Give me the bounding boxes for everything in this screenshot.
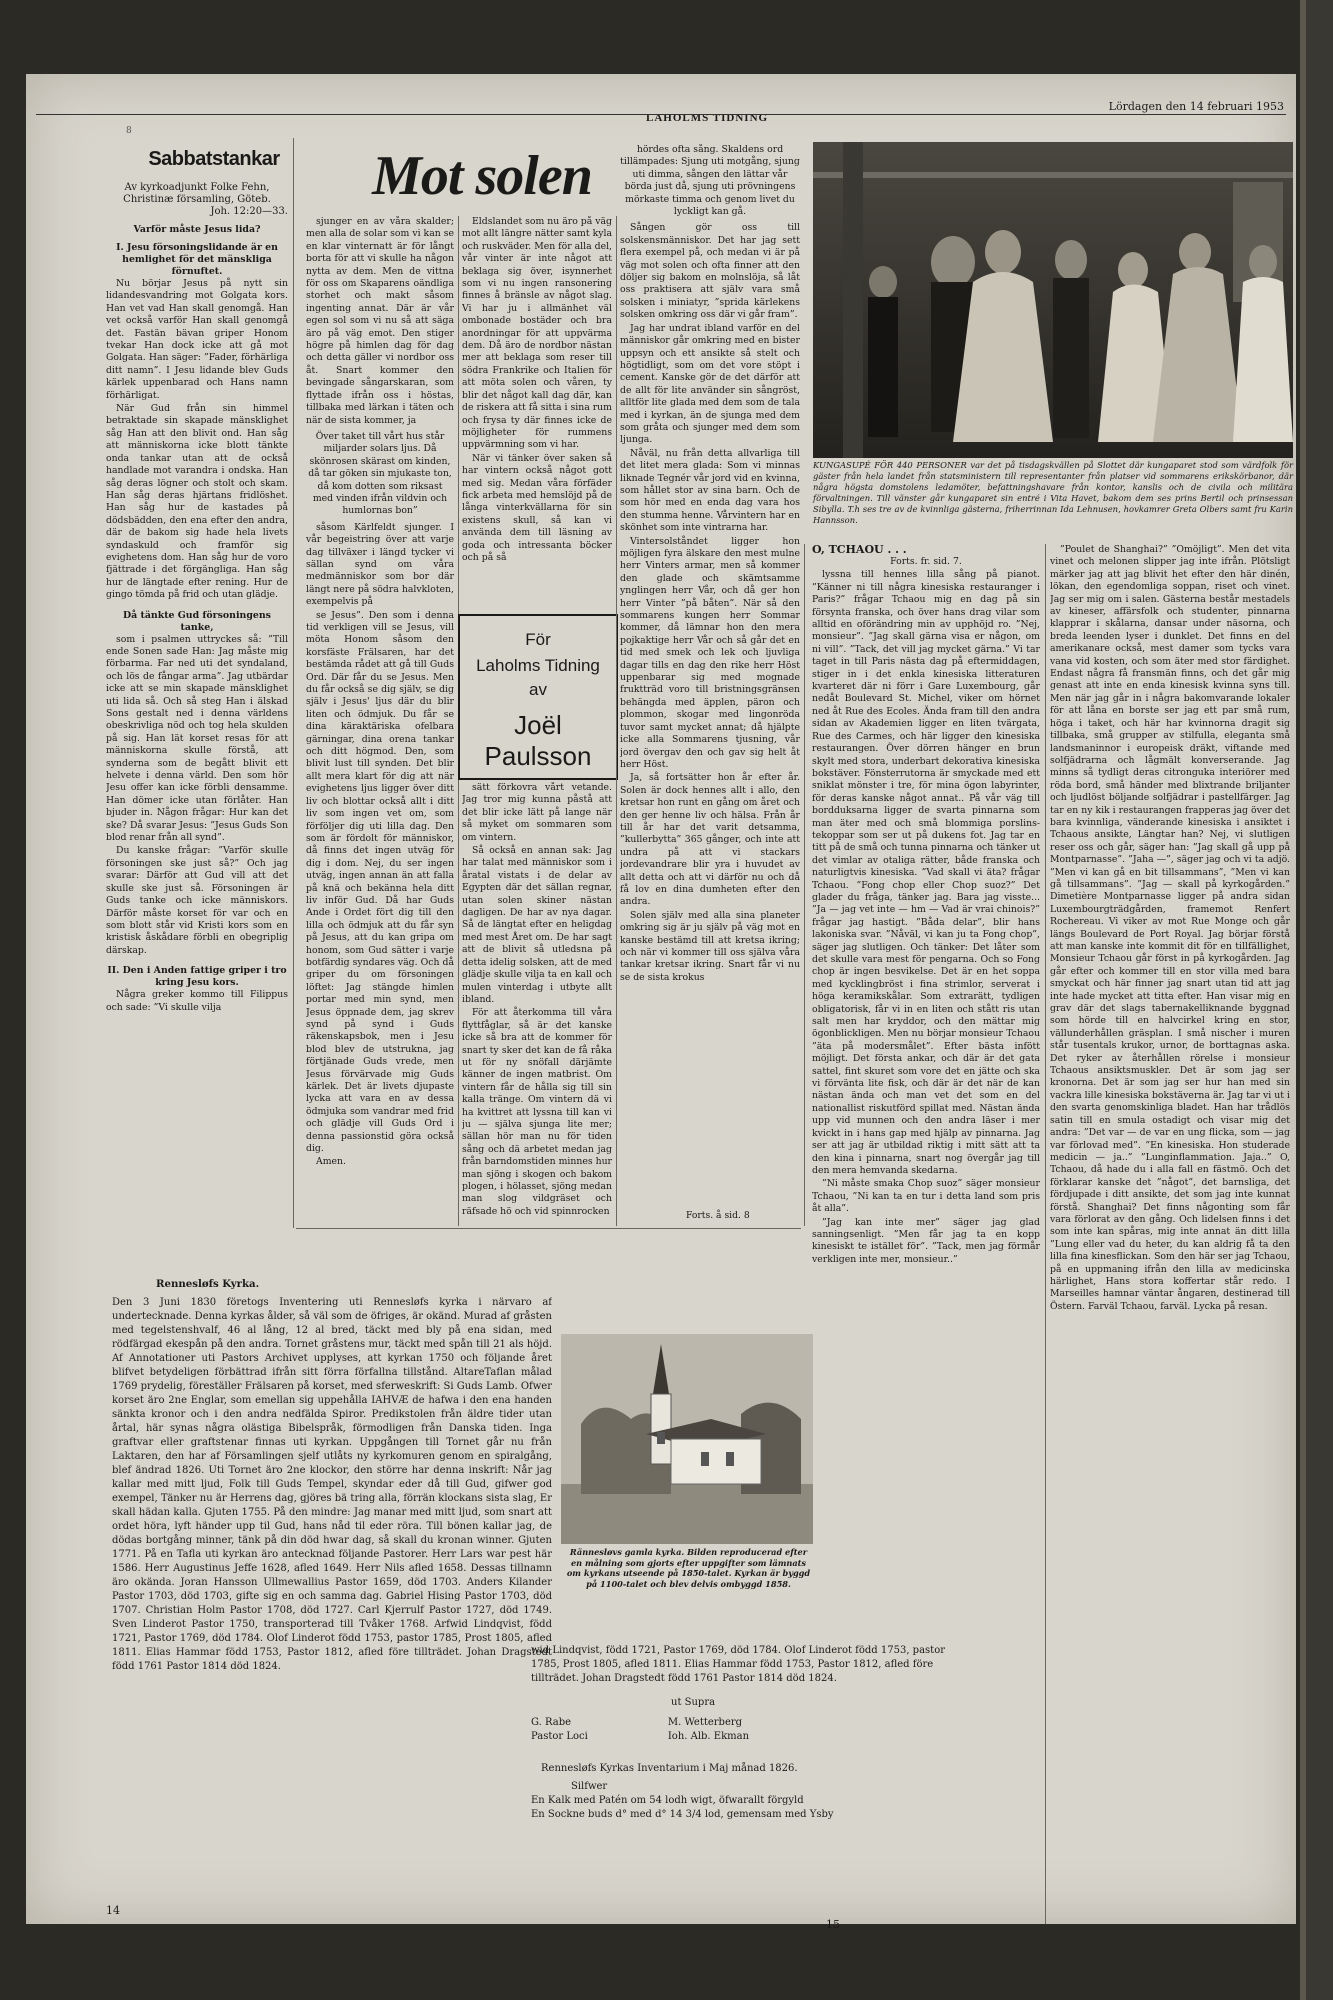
mot-solen-column-2b xyxy=(462,782,612,1226)
promo-line-3: av xyxy=(529,680,547,699)
header-rule xyxy=(36,114,1286,115)
story-paragraph: ”Jag kan inte mer” säger jag glad sanningsenligt. ”Men får jag ta en kopp kinesiskt te istället för”. ”Tack, men jag förmår verkligen inte mer, monsieur..” xyxy=(812,1216,1040,1265)
story-paragraph: ”Ni måste smaka Chop suoz” säger monsieur Tchaou, ”Ni kan ta en tur i detta land som pris åt alla”. xyxy=(812,1178,1040,1215)
tchaou-column-2 xyxy=(1050,544,1290,1924)
story-paragraph: ”Poulet de Shanghai?” ”Omöjligt”. Men det vita vinet och melonen slipper jag inte ifrån. Plötsligt märker jag att jag blivit het efter den här dinén, lökan, den egendomliga soppan, riset och vinet. Jag ser mig om i salen. Gästerna består mestadels av kineser, affärsfolk och studenter, pinnarna klapprar i skålarna, dansar under näsorna, och breda leenden lyser i dunklet. Det finns en del amerikanare också, mest damer som tycks vara vana vid kosten, och som äter med stor färdighet. Endast några få fransmän finns, och det går mig genast att inte en enda kinesisk kvinna syns till. Men när jag går in i några bakomvarande lokaler för att låna en borste ser jag ett par små rum, höga i taket, och här har kvinnorna dragit sig tillbaka, små grupper av stilfulla, eleganta små landsmaninnor i europeisk dräkt, viftande med solfjädrarna och lågmält konverserande. Jag minns så tydligt deras citronguka interiörer med röda bord, små händer med blixtrande briljanter och ljudlöst böljande solfjädrar i pastellfärger. Jag tar en ny kik i restaurangen frapperas jag över det bara kvinnliga, vänderande kinesiska i ansiktet i Tchaous ansikte, Längtar han? Nej, vi slutligen reser oss och går, säger han: ”Jag skall gå upp på Montparnasse”. ”Jaha —”, säger jag och vi ta adjö. ”Men vi kan gå en bit tillsammans”, ”Men vi kan gå tillsammans”. ”Jag — skall på kyrkogården.” Dimetière Montparnasse ligger på andra sidan Luxembourgträdgården, framemot Renfert Rochereau. Vi viker av mot Rue Monge och går längs Boulevard de Port Royal. Jag börjar förstå att man kanske inte kommit dit för en tillfällighet, Monsieur Tchaou går först in på kyrkogården. Jag går efter och kommer till en stor villa med bara smyckat och här finner jag snart utan tid att jag inte hade mycket att titta efter. Han visar mig en grav där det slags tabernakelliknande byggnad som hörde till en halvcirkel kring en stor, vällunderhållen gräsplan. I små nischer i muren står tusentals krukor, urnor, de borttagnas aska. Det ryker av återhållen rörelse i monsieur Tchaous ansiktsmuskler. Det är som jag ser kronorna. Det är som jag ser hur han med sin vackra lille kinesiska bokstäverna är. Jag tar vi ut i den svarta genomskinliga bladet. Han har trådlös satin till en smula ostadigt och visar mig det andra: ”Det var — de var en ung flicka, som — jag var förlovad med”. ”En kinesiska. Hon studerade medicin — ja..” ”Lunginflammation. Jaja..” O, Tchaou, då hade du i alla fall en fästmö. Och det förklarar kanske det ”något”, det barnsliga, det fördjupade i ditt ansikte, det som jag inte kunnat förstå. Shanghai? Det finns någonting som får vara förlorat av den gång. Och lidelsen finns i det som inte kan spåras, mig inte annat än ditt lilla ”Lung eller vad du heter, du kan aldrig få ta den lilla fina kinesflickan. Som den här ser jag Tchaou, på en uppmaning ifrån den lilla av medicinska härlighet, Hans stora koffertar står redo. I Marseilles hamnar väntar ångaren, destinerad till Östern. Farväl Tchaou, farväl. Lycka på resan. xyxy=(1050,544,1290,1312)
signature-2-role: Ioh. Alb. Ekman xyxy=(667,1731,750,1742)
sabbat-heading-1: I. Jesu försoningslidande är en hemlighet för det mänskliga förnuftet. xyxy=(116,242,278,277)
column-rule xyxy=(293,138,294,1228)
promo-author: Joël Paulsson xyxy=(484,710,592,771)
page-number-right: 15 xyxy=(826,1918,840,1931)
sabbat-paragraph: Nu börjar Jesus på nytt sin lidandesvandring mot Golgata kors. Han vet vad Han skall genomgå. Han vet också varför Han skall genomgå det. Fastän bävan griper Honom tvekar Han dock icke att gå mot Golgata. Han säger: ”Fader, förhärliga ditt namn”. I Jesu lidande blev Guds kärlek uppenbarad och Hans namn förhärligat. xyxy=(106,278,288,401)
article-paragraph: Jag har undrat ibland varför en del människor går omkring med en bister uppsyn och ett ansikte så stelt och högtidligt, som om det vore stöpt i cement. Kanske gör de det därför att de allt för lite använder sin sångröst, alltför lite glada med dem som de tala med i kyrkan, än de sjunga med dem som gråta och sjunger med dem som ljunga. xyxy=(620,322,800,446)
sabbat-paragraph: som i psalmen uttryckes så: ”Till ende Sonen sade Han: Jag måste mig förbarma. Far ned uti det syndaland, och lös de fångar arma”. Jag utbärdar icke att se min skapade mänsklighet uti lida så. Och så steg Han i älskad Sons gestalt ned i denna världens obeskrivliga nöd och tog hela skulden på sig. Han lät korset resas för att människorna skulle förstå, att synderna som de begått blivit ett helvete i denna värld. Den som hör Jesu offer kan icke förbli densamme. Han dömer icke utan förlåter. Han bjuder in. Någon frågar: Hur kan det ske? Då svarar Jesus: ”Jesus Guds Son blod renar från all synd”. xyxy=(106,633,288,844)
dateline: Lördagen den 14 februari 1953 xyxy=(1108,100,1284,113)
page-number-left: 14 xyxy=(106,1904,120,1917)
sabbat-title: Sabbatstankar xyxy=(148,148,280,170)
mot-solen-column-2a xyxy=(462,216,612,611)
article-paragraph: Så också en annan sak: Jag har talat med människor som i åratal vistats i de delar av Egypten där det sällan regnar, utan solen skiner nästan dagligen. De har av nya dagar. Så de längtat efter en heligdag med mest Året om. De har sagt att de blivit så utledsna på detta idelig solsken, att de med glädje skulle vilja ta en kall och mulen vinterdag i utbyte allt ibland. xyxy=(462,845,612,1005)
sabbat-ref: Joh. 12:20—33. xyxy=(210,206,288,217)
church-ut-supra: ut Supra xyxy=(671,1697,716,1708)
signature-1: G. Rabe xyxy=(531,1717,572,1728)
bleed-through-text: ⠀ xyxy=(419,1184,426,1194)
article-paragraph: sätt förkovra vårt vetande. Jag tror mig kunna påstå att det blir icke lätt på lange när så myket om sommaren som om vintern. xyxy=(462,782,612,843)
article-paragraph: När vi tänker över saken så har vintern också något gott med sig. Medan våra förfäder fick arbeta med hemslöjd på de långa vinterkvällarna för sin existens skull, så kan vi använda dem till läsning av goda och intressanta böcker och på så xyxy=(462,452,612,563)
state-dinner-photo xyxy=(813,142,1293,458)
article-paragraph: Solen själv med alla sina planeter omkring sig är ju själv på väg mot en kanske bestämd till att kretsa ikring; och när vi kommer till oss själva våra tankar kretsar ikring. Snart får vi nu se de sista krokus xyxy=(620,909,800,983)
article-paragraph: sjunger en av våra skalder; men alla de solar som vi kan se en klar vinternatt är för långt borta för att vi skulle ha någon nytta av dem. Men de vittna för oss om Skaparens oändliga storhet och makt såsom ingenting annat. Där är vår egen sol som vi nu så att säga äro på väg emot. Den stiger högre på himlen dag för dag och detta gäller vi nordbor oss åt. Snart kommer den bevingade sångarskaran, som flyttade ifrån oss i höstas, tillbaka med lärkan i täten och när de sista kommer, ja xyxy=(306,216,454,426)
binding-edge xyxy=(1300,0,1306,2000)
mot-solen-title: Mot solen xyxy=(372,145,592,207)
amen: Amen. xyxy=(316,1156,346,1168)
sabbat-paragraph: Några greker kommo till Filippus och sade: ”Vi skulle vilja xyxy=(106,989,288,1013)
church-drawing xyxy=(561,1334,813,1544)
church-title: Rennesløfs Kyrka. xyxy=(156,1278,260,1290)
signature-2: M. Wetterberg xyxy=(667,1717,743,1728)
church-paragraph: wid Lindqvist, född 1721, Pastor 1769, död 1784. Olof Linderot född 1753, pastor 1785, Prost 1805, afled 1811. Elias Hammar född 1753, Pastor 1812, afled före tillträdet. Johan Dragstedt född 1761 Pastor 1814 död 1824. xyxy=(531,1645,945,1684)
promo-line-1: För xyxy=(525,630,551,649)
article-paragraph: Vintersolståndet ligger hon möjligen fyra älskare den mest mulne herr Vinters armar, men så kommer den glade och skämtsamme ynglingen herr Vår, och då ger hon herr Vinter ”på båten”. När så den sommarens kungen herr Sommar kommer, då lämnar hon den mera pojkaktige herr Vår och så går det en tid med smek och lek och ljuvliga dagar tills en dag den rike herr Höst uppenbarar sig med mognade fruktträd voro till bristningsgränsen behängda med äpplen, päron och plommon, skogar med lingonröda tuvor samt mycket annat; då hjälpte icke alla Sommarens tjusning, vår jord övergav den och gav sig helt åt herr Höst. xyxy=(620,535,800,770)
article-paragraph: såsom Kärlfeldt sjunger. I vår begeistring över att varje dag tillväxer i längd tycker vi sällan synd om våra medmänniskor som bor där längt nere på södra halvkloten, exempelvis på xyxy=(306,521,454,608)
sabbat-paragraph: När Gud från sin himmel betraktade sin skapade mänsklighet såg Han att den blivit ond. Han såg att människorna icke blott tänkte onda tankar utan att de också handlade mot varandra i ondska. Han såg deras lögner och stolt och skam. Han såg deras hjärtans fridlöshet. Han såg hur de kastades på dödsbädden, den ena efter den andra, där de bakom sig hade hela livets syndaskuld och framför sig evighetens dom. Han såg hur de voro fjättrade i det förgängliga. Han såg hur de längtade efter rening. Hur de gingo tömda på frid och utan glädje. xyxy=(106,403,288,601)
article-paragraph: Sången gör oss till solskensmänniskor. Det har jag sett flera exempel på, och medan vi är på väg mot solen och ofta finner att den döljer sig bakom en molnslöja, så låt oss praktisera att själv vara små solsken i miniatyr, ”sprida kärlekens solsken omkring oss där vi går fram”. xyxy=(620,222,800,321)
article-paragraph: Eldslandet som nu äro på väg mot allt längre nätter samt kyla och ruskväder. Men för alla del, vår vinter är inte något att beklaga sig över, isynnerhet som vi nu ingen ransonering finnes å bränsle av något slag. Vi har ju i allmänhet väl ombonade bostäder och bra anordningar för att uppvärma dem. Då äro de nordbor nästan mer att beklaga som reser till södra Frankrike och Italien för att möta solen och våren, ty blir det något kall dag där, kan de riskera att få sitta i sina rum och frysa ty där finnes icke de möjligheter för rummens uppvärmning som vi har. xyxy=(462,216,612,451)
column-rule xyxy=(804,544,805,1226)
sabbat-heading-3: II. Den i Anden fattige griper i tro kring Jesu kors. xyxy=(107,965,287,989)
article-paragraph: För att återkomma till våra flyttfåglar, så är det kanske icke så bra att de kommer för snart ty sker det kan de få råka ut för ny snöfall därjämte känner de ingen matbrist. Om vintern får de hålla sig till sin kalla tränge. Om vintern dä vi ha kvittret att lyssna till kan vi ju — själva sjunga lite mer; sällan hör man nu för tiden sång och dä arbetet medan jag från barndomstiden minnes hur man sjöng i skogen och bakom plogen, i hölasset, sjöng medan man slog vildgräset och räfsade hö och vid spinnrocken xyxy=(462,1007,612,1217)
mot-solen-column-1 xyxy=(306,216,454,1226)
inventory-title: Rennesløfs Kyrkas Inventarium i Maj månad 1826. xyxy=(541,1763,798,1774)
church-photo xyxy=(561,1334,813,1544)
photo-scene xyxy=(813,142,1293,458)
inventory-item: En Sockne buds d° med d° 14 3/4 lod, gemensam med Ysby xyxy=(531,1809,834,1820)
poem: hördes ofta sång. Skaldens ord tillämpades: Sjung uti motgång, sjung uti dimma, sången den lättar vår börda just då, sjung uti prövningens mörkaste timma och genom livet du lyckligt kan gå. xyxy=(620,144,800,218)
newspaper-page xyxy=(26,74,1296,1931)
church-paragraph: Den 3 Juni 1830 företogs Inventering uti Rennesløfs kyrka i närvaro af undertecknade. Denna kyrkas ålder, så väl som de öfriges, är okänd. Murad af gråsten med tegelstenshvalf, 46 al lång, 12 al bred, täckt med bly på ena sidan, med rödfärgad ekespån på den andra. Tornet gråstens mur, täckt med spån till 21 als höjd. Af Annotationer uti Pastors Archivet upplyses, att kyrkan 1750 och följande året blifvet betydeligen förbättrad ifrån sitt förra förfallna tillstånd. AltareTaflan målad 1769 prydelig, föreställer Frälsaren på korset, med sferweskrift: Si Guds Lamb. Ofwer korset äro 2ne Englar, som emellan sig uppehålla IAHVÆ de hafwa i den ena handen sänkta kronor och i den andra nedfälda Spiror. Predikstolen från äldre tider utan årtal, här synas några olästiga Bibelspråk, förmodligen från Danska tiden. Inga graftvar eller graftstenar finnas uti kyrkan. Uppgången till Tornet går nu från Laktaren, den har af Församlingen sjelf utlåts ny kyrkomuren genom en spiralgång, blef ändrad 1826. Uti Tornet äro 2ne klockor, den större har denna inskrift: Når jag kallar med mitt ljud, Folk till Guds Tempel, skyndar eder då till Gud, gifwer god exempel, Tänker nu är Herrens dag, gjöres bä tring alla, förrän klockans sista slag, Er skall hädan kalla. Gjuten 1755. På den mindre: Jag manar med mitt ljud, som snart att ordet höra, lyft händer upp til Gud, hans nåd til eder röra. Till bönen kallar jag, de dödas bortgång minner, tänk på din död hwar dag, så skall du kronan winner. Gjuten 1771. På en Tafla uti kyrkan äro antecknad följande Pastorer. Herr Lars war pest här 1586. Herr Augustinus Jeffe 1628, afled 1649. Herr Nils afled 1658. Dessas tillnamn äro okända. Joran Hansson Ullmewallius Pastor 1659, död 1703. Anders Kilander Pastor 1703, död 1703, gifte sig en och samma dag. Gabriel Hising Pastor 1703, död 1707. Christian Holm Pastor 1708, död 1727. Carl Kjerrulf Pastor 1727, död 1749. Sven Linderot Pastor 1750, transporterad till Tvåker 1768. Arfwid Lindqvist, född 1721, Pastor 1769, död 1784. Olof Linderot född 1753, pastor 1785, Prost 1805, afled 1811. Elias Hammar född 1753, Pastor 1812, afled före tillträdet. Johan Dragstedt född 1761 Pastor 1814 död 1824. xyxy=(112,1297,552,1672)
section-rule xyxy=(296,1228,801,1229)
article-paragraph: Ja, så fortsätter hon år efter år. Solen är dock hennes allt i allo, den kretsar hon runt en gång om året och den ger henne liv och hälsa. Från år till år har det varit detsamma, ”kullerbytta” 365 gånger, och inte att undra på att vi stackars jordevandrare blir yra i huvudet av allt detta och att vi därför nu och då få lov en dina dumheten efter den andra. xyxy=(620,772,800,908)
tchaou-title: O, TCHAOU . . . xyxy=(812,544,907,556)
column-rule xyxy=(1045,544,1046,1924)
promo-line-2: Laholms Tidning xyxy=(476,656,600,675)
sabbat-byline: Av kyrkoadjunkt Folke Fehn, Christinæ församling, Göteb. xyxy=(123,182,271,205)
article-paragraph: Nåväl, nu från detta allvarliga till det litet mera glada: Som vi minnas liknade Tegnér vår jord vid en kvinna, som hållet stor av sina barn. Och de som hör med en enda dag vara hos den stumma henne. Vårvintern har en skönhet som inte vintrarna har. xyxy=(620,447,800,534)
author-promo-box xyxy=(458,614,618,780)
sabbat-heading-2: Då tänkte Gud försoningens tanke, xyxy=(123,609,271,633)
church-photo-caption: Rännesløvs gamla kyrka. Bilden reproducerad efter en målning som gjorts efter uppgifter som lämnats om kyrkans utseende på 1850-talet. Kyrkan är byggd på 1100-talet och blev delvis ombyggd 1858. xyxy=(566,1547,811,1589)
inventory-item: En Kalk med Patén om 54 lodh wigt, öfwarallt förgyld xyxy=(531,1795,804,1806)
sabbat-paragraph: Du kanske frågar: ”Varför skulle försoningen ske just så?” Och jag svarar: Därför att Gud vill att det skulle ske just så. Försoningen är Guds tanke och icke människors. Därför måste korset för var och en som blott står vid Kristi kors som en kristisk åskådare förbli en obegriplig därskap. xyxy=(106,845,288,956)
poem: Över taket till vårt hus står miljarder solars ljus. Då skönrosen skärast om kinden, då tar göken sin mjukaste ton, då kom dotten som riksast med vinden ifrån vildvin och humlornas bon” xyxy=(308,430,452,517)
tchaou-forts: Forts. fr. sid. 7. xyxy=(890,556,962,567)
inventory-silver: Silfwer xyxy=(571,1781,608,1792)
sabbat-column xyxy=(106,182,288,1222)
photo-caption: KUNGASUPÉ FÖR 440 PERSONER var det på tisdagskvällen på Slottet där kungaparet stod som värdfolk för gäster från hela landet från statsministern till representanter från platser vid sommarens erikskörbanor, där några högsta domstolens ledamöter, befattningshavare från kontor, kanslis och de civila och militära förvaltningen. Till vänster går kungaparet sin entré i Vita Havet, bakom dem ses prins Bertil och prinsessan Sibylla. T.h ses tre av de kvinnliga gästerna, friherrinnan Ida Lehnusen, hovkamrer Greta Olbers samt fru Karin Hannsson. xyxy=(813,460,1293,525)
page-mark: 8 xyxy=(126,126,132,136)
column-rule xyxy=(616,216,617,1226)
church-continuation xyxy=(531,1644,951,1822)
signature-1-role: Pastor Loci xyxy=(531,1731,588,1742)
church-text xyxy=(112,1296,552,1886)
story-paragraph: lyssna till hennes lilla sång på pianot. ”Känner ni till några kinesiska restauranger i Paris?” frågar Tchaou mig en dag på sin försynta franska, och över hans drag vilar som alltid en oförändring min av upphöjd ro. ”Nej, monsieur”. ”Jag skall gärna visa er någon, om ni vill”. ”Tack, det vill jag mycket gärna.” Vi tar taget in till Paris nästa dag på eftermiddagen, stiger in i det enkla kinesiska litteraturen kvarteret där ni förr i Gare Luxembourg, går nedåt Boulevard St. Michel, viker om hörnet ned åt Rue des Ecoles. Ända fram till den andra sidan av Akademien ligger en liten tvärgata, Rue des Carmes, och här ligger den kinesiska restaurangen. Över dörren hänger en brun skylt med stora, underbart dekorativa kinesiska bokstäver. Fönsterrutorna är smyckade med ett sniklat mönster i tre, för mina ögon labyrinter, för deras kanske något annat.. På vår väg till bordduksarna ligger de svarta pinnarna som man äter med och små blommiga porslins-tekoppar som ser ut på dukens fot. Jag tar en titt på de små och tunna pinnarna och tänker ut det vimlar av otaliga rätter, både franska och naturligtvis kinesiska. ”Vad skall vi äta? frågar Tchaou. ”Fong chop eller Chop suoz?” Det glader du fråga, tänker jag. Bara jag visste... ”Ja — jag vet inte — hm — Vad är vrai chinois?” frågar jag hastigt. ”Båda delar”, blir hans lakoniska svar. ”Nåväl, vi kan ju ta Fong chop”, säger jag slutligen. Och tänker: Det låter som det skulle vara mest för pengarna. Och so Fong chop är ingen besvikelse. Det är en het soppa med kycklingbröst i fina strimlor, serverat i höga keramikskålar. Som extrarätt, tydligen obligatorisk, får vi in en liten och stått ris utan salt men har kryddor, och den mättar mig ögonblickligen. Men nu börjar monsieur Tchaou ”äta på modersmålet”. Efter bästa infött möjligt. Det första ankar, och där är det gata sattel, fint skuret som vore det en jätte och ska vi förvänta lite fisk, och där är det när de kan nästan ända och man vet det som en del nationallist riskutförd spillat med. Nästan ända upp vid munnen och den andra läser i mer kvickt in i hans gap med hjälp av pinnarna. Jag ser att jag är utbildad riktig i mitt sätt att ta den kina i pinnarna, snart nog övergår jag till den mera hemvanda skedarna. xyxy=(812,569,1040,1176)
mot-solen-column-3 xyxy=(620,144,800,1226)
sabbat-question: Varför måste Jesus lida? xyxy=(133,224,261,235)
article-paragraph: se Jesus”. Den som i denna tid verkligen vill se Jesus, vill möta Honom såsom den korsfäste Frälsaren, har det bestämda rådet att gå till Guds Ord. Där får du se Jesus. Men du får också se dig själv, se dig själv i Jesus' ljus där du blir liten och ödmjuk. Du får se dina käraktäriska ofelbara gärningar, dina orena tankar och ditt högmod. Den, som blivit lust till synden. Det blir allt mera klart för dig att när evighetens ljus ligger över ditt liv och blottar också allt i ditt liv som ingen vet om, som förföljer dig uti lilla dag. Den som är fördolt för människor, då finns det ingen utväg för dig i dom. Nej, du ser ingen utväg, ingen annan än att falla på knä och bekänna hela ditt liv inför Gud. Då har Guds Ande i Ordet fört dig till den lilla och ödmjuk att du får syn på Jesus, att du kan gripa om honom, som Gud sätter i varje botfärdig syndares väg. Och då griper du om försoningen löftet: Jag stängde himlen portar med min synd, men Jesus öppnade dem, jag skrev synd på synd i Guds räkenskapsbok, men i Jesu blod blev de utstrukna, jag förtjänade Guds vrede, men Jesus förvärvade mig Guds kärlek. Det är livets djupaste lycka att vara en av dessa ödmjuka som vandrar med frid och glädje vill Guds Ord i denna passionstid göra också dig. xyxy=(306,609,454,1155)
masthead: LAHOLMS TIDNING xyxy=(646,112,769,124)
continued-notice: Forts. å sid. 8 xyxy=(686,1210,750,1221)
